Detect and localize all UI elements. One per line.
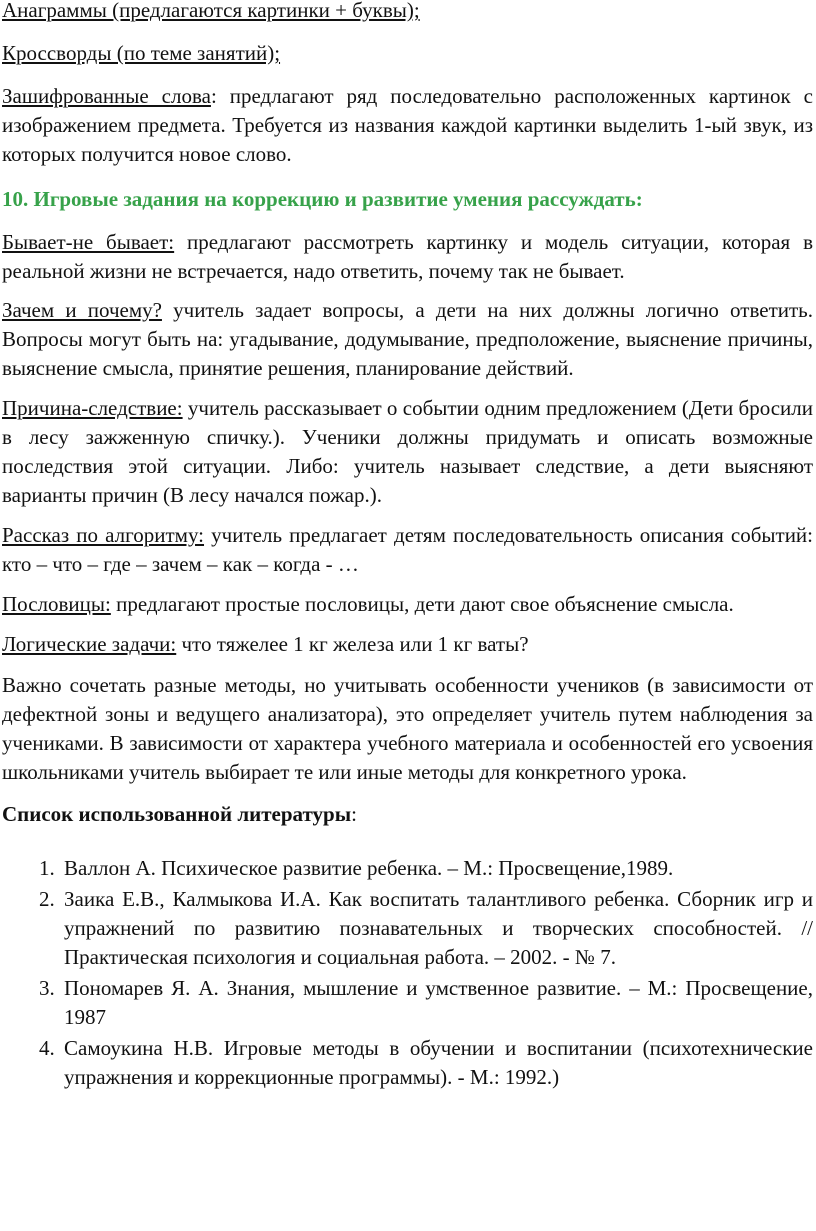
item-text: предлагают простые пословицы, дети дают свое объяснение смысла. <box>110 592 734 616</box>
bibliography-entry: 3. Пономарев Я. А. Знания, мышление и умственное развитие. – М.: Просвещение, 1987 <box>60 974 813 1032</box>
item-logic-tasks <box>2 630 813 659</box>
item-term: Пословицы: <box>2 592 111 616</box>
ciphered-words-text: : предлагают ряд последовательно расположенных картинок с изображением предмета. Требуется из названия каждой картинки выделить 1-ый звук, из которых получится новое слово. <box>2 84 813 166</box>
item-proverbs <box>2 590 813 619</box>
crosswords-line <box>2 39 813 68</box>
item-text: учитель задает вопросы, а дети на них должны логично ответить. Вопросы могут быть на: угадывание, додумывание, предположение, выяснение причины, выяснение смысла, принятие решения, планирование действий. <box>2 298 813 380</box>
item-term: Зачем и почему? <box>2 298 162 322</box>
item-why <box>2 296 813 383</box>
bibliography-heading <box>2 800 813 829</box>
section-10-heading: 10. Игровые задания на коррекцию и развитие умения рассуждать: <box>2 187 643 211</box>
item-algorithm-story <box>2 521 813 579</box>
bibliography-entry: 1. Валлон А. Психическое развитие ребенка. – М.: Просвещение,1989. <box>60 854 813 883</box>
bibliography-colon: : <box>351 802 357 826</box>
anagrams-line <box>2 0 813 25</box>
item-text: что тяжелее 1 кг железа или 1 кг ваты? <box>176 632 529 656</box>
item-term: Бывает-не бывает: <box>2 230 175 254</box>
item-text: предлагают рассмотреть картинку и модель ситуации, которая в реальной жизни не встречается, надо ответить, почему так не бывает. <box>2 230 813 283</box>
item-text: учитель рассказывает о событии одним предложением (Дети бросили в лесу зажженную спичку.). Ученики должны придумать и описать возможные последствия этой ситуации. Либо: учитель называет следствие, а дети выясняют варианты причин (В лесу начался пожар.). <box>2 396 813 507</box>
anagrams-term: Анаграммы (предлагаются картинки + буквы); <box>2 0 420 22</box>
item-term: Логические задачи: <box>2 632 177 656</box>
bibliography-title: Список использованной литературы <box>2 802 352 826</box>
ciphered-words-term: Зашифрованные слова <box>2 84 211 108</box>
crosswords-term: Кроссворды (по теме занятий); <box>2 41 281 65</box>
ciphered-words-paragraph <box>2 82 813 169</box>
item-term: Рассказ по алгоритму: <box>2 523 205 547</box>
bibliography-entry: 2. Заика Е.В., Калмыкова И.А. Как воспитать талантливого ребенка. Сборник игр и упражнений по развитию познавательных и творческих способностей. // Практическая психология и социальная работа. – 2002. - № 7. <box>60 885 813 972</box>
item-can-cannot <box>2 228 813 286</box>
conclusion-paragraph: Важно сочетать разные методы, но учитывать особенности учеников (в зависимости от дефектной зоны и ведущего анализатора), это определяет учитель путем наблюдения за учениками. В зависимости от характера учебного материала и особенностей его усвоения школьниками учитель выбирает те или иные методы для конкретного урока. <box>2 673 813 784</box>
item-text: учитель предлагает детям последовательность описания событий: кто – что – где – зачем – как – когда - … <box>2 523 814 576</box>
bibliography-entry: 4. Самоукина Н.В. Игровые методы в обучении и воспитании (психотехнические упражнения и коррекционные программы). - М.: 1992.) <box>60 1034 813 1092</box>
bibliography-list <box>2 854 813 1092</box>
item-cause-effect <box>2 394 813 510</box>
item-term: Причина-следствие: <box>2 396 183 420</box>
